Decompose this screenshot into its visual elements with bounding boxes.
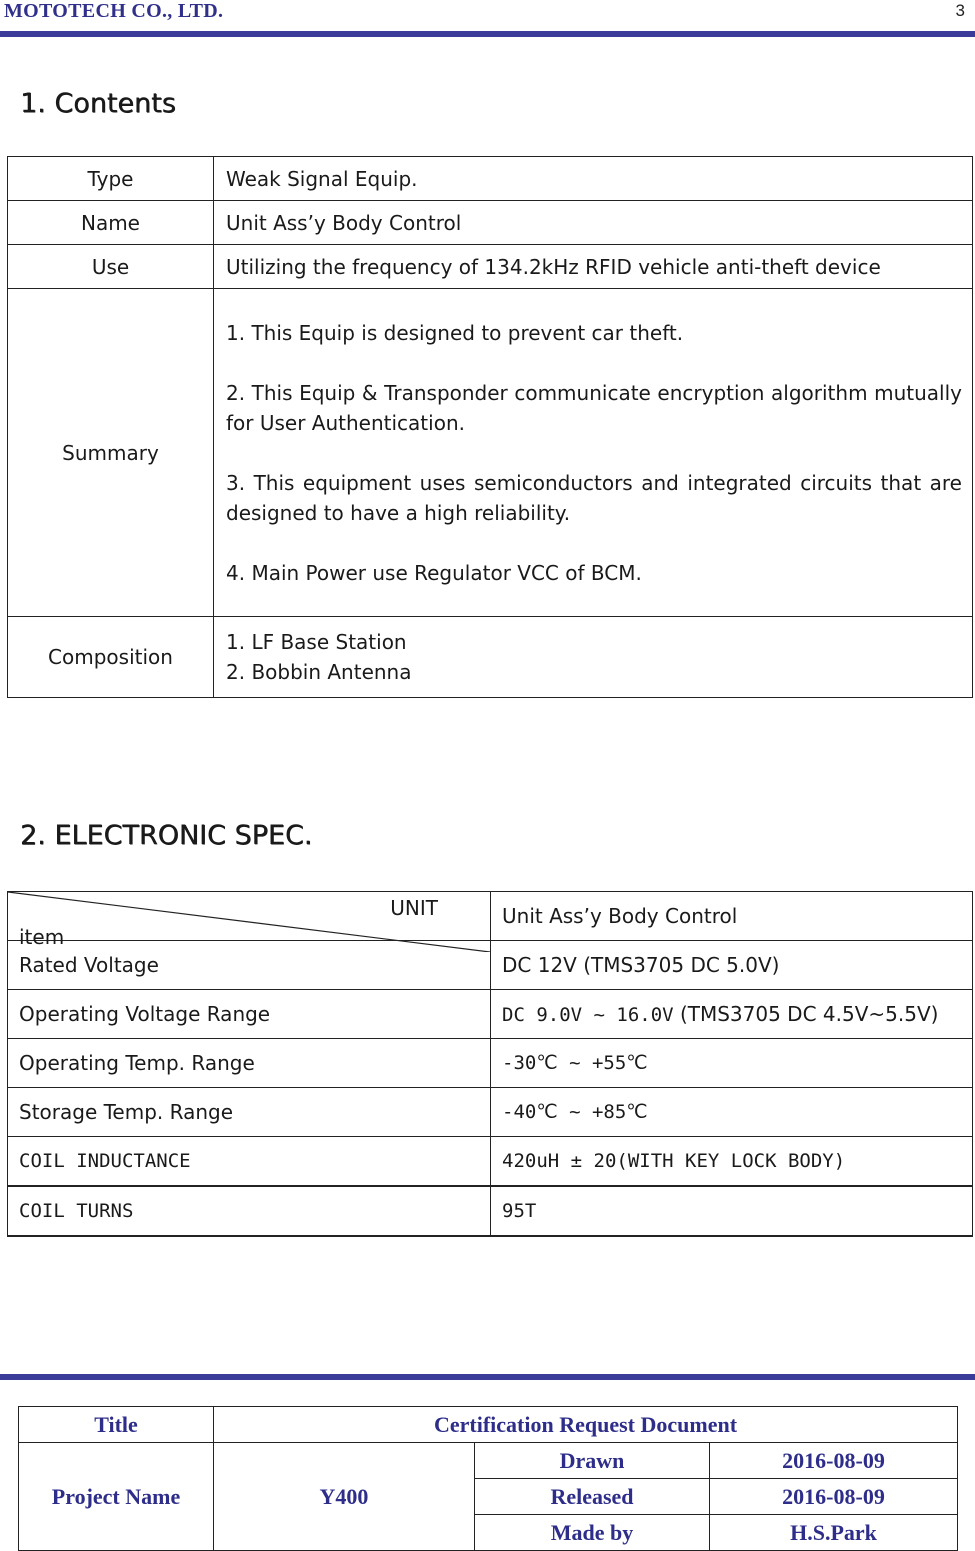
released-label: Released xyxy=(475,1479,710,1515)
operating-temp-label: Operating Temp. Range xyxy=(8,1039,491,1088)
composition-key: Composition xyxy=(8,617,214,698)
table-row xyxy=(8,289,973,617)
composition-value xyxy=(214,617,973,698)
name-key: Name xyxy=(8,201,214,245)
use-key: Use xyxy=(8,245,214,289)
coil-turns-value: 95T xyxy=(491,1186,973,1236)
drawn-label: Drawn xyxy=(475,1443,710,1479)
table-row xyxy=(8,990,973,1039)
unit-label: UNIT xyxy=(390,896,438,920)
composition-item-1: 1. LF Base Station xyxy=(226,630,407,654)
name-value: Unit Ass’y Body Control xyxy=(214,201,973,245)
type-key: Type xyxy=(8,157,214,201)
rated-voltage-value: DC 12V (TMS3705 DC 5.0V) xyxy=(491,941,973,990)
drawn-value: 2016-08-09 xyxy=(710,1443,958,1479)
item-label: item xyxy=(19,925,65,949)
column-header: Unit Ass’y Body Control xyxy=(491,892,973,941)
released-value: 2016-08-09 xyxy=(710,1479,958,1515)
storage-temp-value: -40℃ ~ +85℃ xyxy=(491,1088,973,1137)
summary-item-1: 1. This Equip is designed to prevent car theft. xyxy=(226,320,684,345)
table-row xyxy=(8,157,973,201)
storage-temp-label: Storage Temp. Range xyxy=(8,1088,491,1137)
table-header-row xyxy=(8,892,973,941)
operating-voltage-note: (TMS3705 DC 4.5V~5.5V) xyxy=(679,1002,939,1026)
diagonal-header-cell xyxy=(8,892,491,949)
table-row xyxy=(8,201,973,245)
made-by-value: H.S.Park xyxy=(710,1515,958,1551)
table-row xyxy=(8,617,973,698)
summary-value xyxy=(214,289,973,617)
table-row xyxy=(8,1186,973,1236)
project-name-label: Project Name xyxy=(19,1443,214,1551)
operating-temp-value: -30℃ ~ +55℃ xyxy=(491,1039,973,1088)
contents-table xyxy=(7,156,973,698)
title-label: Title xyxy=(19,1407,214,1443)
made-by-label: Made by xyxy=(475,1515,710,1551)
footer-row xyxy=(19,1443,958,1479)
page-number: 3 xyxy=(955,1,965,20)
operating-voltage-value xyxy=(491,990,973,1039)
footer-rule xyxy=(0,1374,975,1380)
rated-voltage-label: Rated Voltage xyxy=(8,941,491,990)
coil-turns-label: COIL TURNS xyxy=(8,1186,491,1236)
section-contents-title: 1. Contents xyxy=(20,88,176,119)
coil-inductance-label: COIL INDUCTANCE xyxy=(8,1137,491,1187)
project-name-value: Y400 xyxy=(214,1443,475,1551)
summary-item-4: 4. Main Power use Regulator VCC of BCM. xyxy=(226,560,642,585)
header-rule xyxy=(0,31,975,37)
summary-item-3: 3. This equipment uses semiconductors and integrated circuits that are designed to have a high reliability. xyxy=(226,470,962,525)
summary-item-2: 2. This Equip & Transponder communicate encryption algorithm mutually for User Authentication. xyxy=(226,380,962,435)
section-spec-title: 2. ELECTRONIC SPEC. xyxy=(20,820,313,851)
table-row xyxy=(8,1039,973,1088)
use-value: Utilizing the frequency of 134.2kHz RFID vehicle anti-theft device xyxy=(214,245,973,289)
title-value: Certification Request Document xyxy=(214,1407,958,1443)
operating-voltage-label: Operating Voltage Range xyxy=(8,990,491,1039)
table-row xyxy=(8,245,973,289)
operating-voltage-range: DC 9.0V ~ 16.0V xyxy=(502,1004,674,1026)
table-row xyxy=(8,1137,973,1187)
coil-inductance-value: 420uH ± 20(WITH KEY LOCK BODY) xyxy=(491,1137,973,1187)
table-row xyxy=(8,1088,973,1137)
footer-table xyxy=(18,1406,958,1551)
summary-key: Summary xyxy=(8,289,214,617)
spec-table xyxy=(7,891,973,1237)
composition-item-2: 2. Bobbin Antenna xyxy=(226,660,412,684)
company-name: MOTOTECH CO., LTD. xyxy=(4,0,224,22)
type-value: Weak Signal Equip. xyxy=(214,157,973,201)
footer-row xyxy=(19,1407,958,1443)
